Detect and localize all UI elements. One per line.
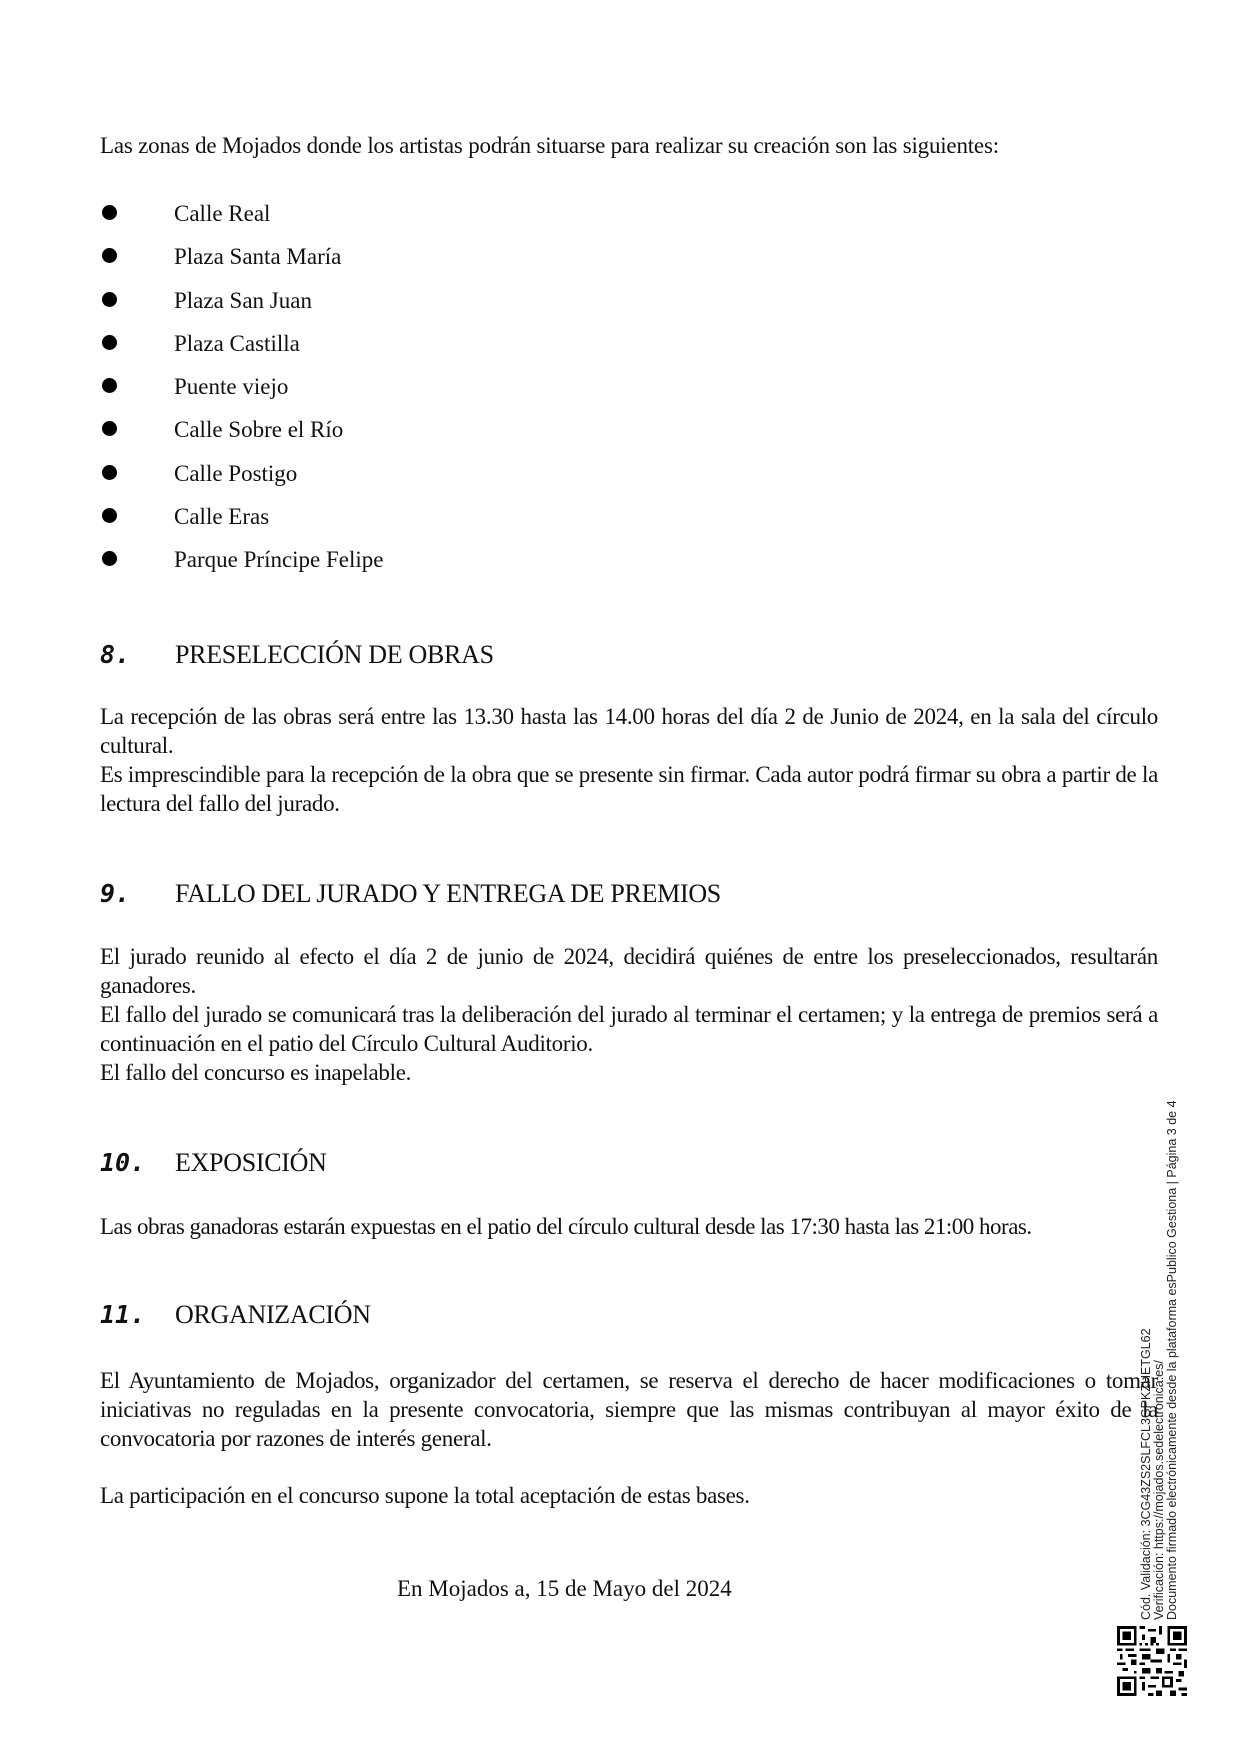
qr-code-icon (1117, 1626, 1187, 1696)
zone-name: Parque Príncipe Felipe (174, 547, 384, 573)
zone-name: Calle Real (174, 201, 271, 226)
section-title: FALLO DEL JURADO Y ENTREGA DE PREMIOS (175, 879, 721, 908)
section-title: ORGANIZACIÓN (175, 1300, 371, 1329)
bullet-icon (102, 205, 117, 220)
verification-link[interactable]: Verificación: https://mojados.sedelectronica.es/ (1152, 1360, 1166, 1620)
paragraph: La recepción de las obras será entre las 13.30 hasta las 14.00 horas del día 2 de Junio de 2024, en la sala del círculo cultural. (100, 704, 1158, 758)
section-body-11 (100, 1366, 1158, 1453)
section-number: 10. (100, 1148, 146, 1177)
zone-name: Plaza San Juan (174, 287, 312, 313)
zone-name: Plaza Santa María (174, 244, 342, 270)
acceptance-statement (100, 1481, 1158, 1510)
zone-name: Puente viejo (174, 374, 289, 400)
bullet-icon (102, 508, 117, 523)
zones-intro: Las zonas de Mojados donde los artistas podrán situarse para realizar su creación son las siguientes: (100, 133, 999, 158)
section-body-10 (100, 1212, 1158, 1241)
section-number: 9. (100, 879, 131, 908)
signature-stamp (1140, 1100, 1179, 1620)
paragraph: Las obras ganadoras estarán expuestas en el patio del círculo cultural desde las 17:30 hasta las 21:00 horas. (100, 1214, 1032, 1239)
section-heading-8 (100, 640, 494, 670)
zone-name: Calle Postigo (174, 460, 298, 486)
bullet-icon (102, 551, 117, 566)
paragraph: Es imprescindible para la recepción de la obra que se presente sin firmar. Cada autor podrá firmar su obra a partir de la lectura del fallo del jurado. (100, 762, 1158, 816)
section-body-9 (100, 942, 1158, 1087)
bullet-icon (102, 421, 117, 436)
bullet-icon (102, 292, 117, 307)
paragraph: La participación en el concurso supone la total aceptación de estas bases. (100, 1483, 750, 1508)
closing-date-line: En Mojados a, 15 de Mayo del 2024 (397, 1576, 732, 1601)
section-title: EXPOSICIÓN (175, 1148, 327, 1177)
section-number: 11. (100, 1300, 146, 1329)
zone-name: Calle Eras (174, 504, 270, 530)
zone-name: Plaza Castilla (174, 330, 300, 356)
bullet-icon (102, 465, 117, 480)
bullet-icon (102, 335, 117, 350)
validation-code: Cód. Validación: 3CG43ZS2SLFCL3GPKZHETGL62 (1139, 1328, 1153, 1620)
section-number: 8. (100, 640, 131, 669)
zone-name: Calle Sobre el Río (174, 417, 344, 443)
signed-note: Documento firmado electrónicamente desde la plataforma esPublico Gestiona | Página 3 de 4 (1165, 1100, 1179, 1620)
section-heading-9 (100, 879, 721, 909)
paragraph: El fallo del jurado se comunicará tras la deliberación del jurado al terminar el certamen; y la entrega de premios será a continuación en el patio del Círculo Cultural Auditorio. (100, 1002, 1158, 1056)
paragraph: El fallo del concurso es inapelable. (100, 1060, 412, 1085)
section-heading-10 (100, 1148, 327, 1178)
bullet-icon (102, 378, 117, 393)
paragraph: El Ayuntamiento de Mojados, organizador del certamen, se reserva el derecho de hacer modificaciones o tomar iniciativas no reguladas en la presente convocatoria, siempre que las mismas contribuyan al mayor éxito de la convocatoria por razones de interés general. (100, 1368, 1158, 1451)
section-heading-11 (100, 1300, 371, 1330)
paragraph: El jurado reunido al efecto el día 2 de junio de 2024, decidirá quiénes de entre los preseleccionados, resultarán ganadores. (100, 944, 1158, 998)
section-title: PRESELECCIÓN DE OBRAS (175, 640, 494, 669)
section-body-8 (100, 702, 1158, 818)
bullet-icon (102, 248, 117, 263)
